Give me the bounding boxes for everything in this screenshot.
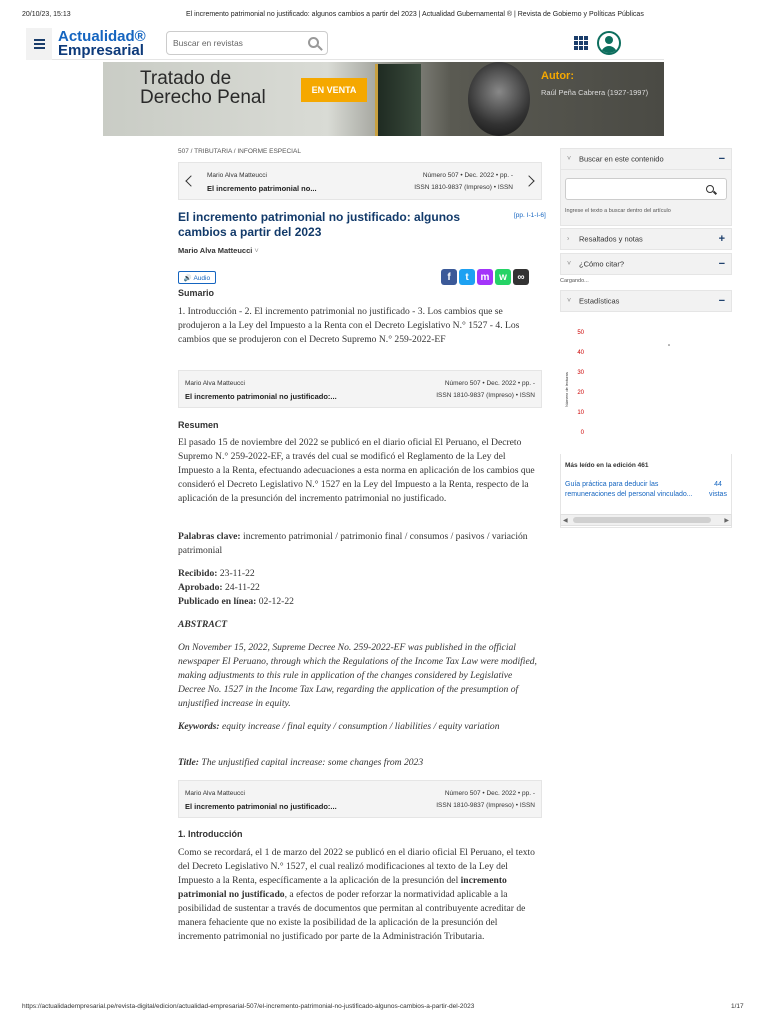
- ref-title[interactable]: El incremento patrimonial no justificado:...: [185, 392, 337, 401]
- footer-page-number: 1/17: [731, 1003, 744, 1010]
- ref2-issn: ISSN 1810-9837 (Impreso) • ISSN: [436, 802, 535, 809]
- search-icon[interactable]: [308, 37, 319, 48]
- sidebar-search-input[interactable]: [565, 178, 727, 200]
- book-image: [375, 64, 421, 136]
- banner-autor-name: Raúl Peña Cabrera (1927-1997): [541, 88, 649, 97]
- logo-line1: Actualidad®: [58, 28, 146, 45]
- share-buttons: [441, 269, 529, 285]
- stats-chart: [560, 312, 732, 454]
- ref2-author: Mario Alva Matteucci: [185, 790, 245, 797]
- article-nav-box: [178, 162, 542, 200]
- y-tick-label: 40: [577, 350, 584, 356]
- footer-url: https://actualidadempresarial.pe/revista-digital/edicion/actualidad-empresarial-507/el-incremento-patrimonial-no-justificado-algunos-cambios-a-partir-del-2023: [22, 1003, 475, 1010]
- banner-title: Tratado de Derecho Penal: [140, 68, 266, 108]
- nav-issn: ISSN 1810-9837 (Impreso) • ISSN: [414, 184, 513, 191]
- en-title: Title: The unjustified capital increase: some changes from 2023: [178, 757, 424, 768]
- sidebar-resaltados[interactable]: [560, 228, 732, 250]
- breadcrumb[interactable]: 507 / TRIBUTARIA / INFORME ESPECIAL: [178, 148, 301, 155]
- resumen-heading: Resumen: [178, 420, 219, 430]
- keywords: Palabras clave: incremento patrimonial / patrimonio final / consumos / pasivos / variación patrimonial: [178, 531, 528, 556]
- sidebar-citar-label: ¿Cómo citar?: [579, 259, 625, 269]
- apps-grid-icon[interactable]: [574, 36, 588, 50]
- ref-author: Mario Alva Matteucci: [185, 380, 245, 387]
- y-axis-label: Número de lecturas: [564, 372, 569, 407]
- article-title: El incremento patrimonial no justificado: algunos cambios a partir del 2023: [178, 210, 461, 239]
- audio-button[interactable]: 🔊 Audio: [178, 271, 216, 284]
- abstract-heading: ABSTRACT: [178, 619, 228, 630]
- article-ref-box-2: [178, 780, 542, 818]
- prev-article-icon[interactable]: [185, 175, 196, 186]
- sidebar-buscar-label: Buscar en este contenido: [579, 154, 664, 164]
- sidebar-estadisticas[interactable]: [560, 290, 732, 312]
- copy-link-icon[interactable]: ∞: [513, 269, 529, 285]
- sidebar-citar[interactable]: [560, 253, 732, 275]
- scroll-left-icon[interactable]: ◀: [563, 518, 568, 524]
- mas-leido-count: 44 vistas: [709, 481, 727, 498]
- site-logo[interactable]: [58, 30, 158, 58]
- expand-icon[interactable]: +: [718, 233, 725, 245]
- print-title: El incremento patrimonial no justificado: algunos cambios a partir del 2023 | Actualidad Gubernamental ® | Revista de Gobierno y Políticas Públicas: [186, 11, 644, 18]
- ref2-title[interactable]: El incremento patrimonial no justificado:...: [185, 802, 337, 811]
- article-ref-box: [178, 370, 542, 408]
- chevron-down-icon: ˅: [567, 260, 572, 268]
- recibido: Recibido: 23-11-22: [178, 568, 255, 579]
- search-input[interactable]: [173, 33, 303, 53]
- sidebar-estadisticas-label: Estadísticas: [579, 296, 620, 306]
- next-article-icon[interactable]: [523, 175, 534, 186]
- scroll-right-icon[interactable]: ▶: [724, 518, 729, 524]
- whatsapp-icon[interactable]: w: [495, 269, 511, 285]
- y-tick-label: 0: [580, 430, 584, 436]
- y-tick-label: 10: [577, 410, 584, 416]
- abstract-text: On November 15, 2022, Supreme Decree No. 259-2022-EF was published in the official newspaper El Peruano, through which the Regulations of the Income Tax Law were modified, making adjustments to this rule in application of the changes considered by Legislative Decree No. 1527 in the Income Tax Law, regarding the application of the presumption of unjustified increase in equity.: [178, 642, 537, 709]
- chevron-down-icon: ˅: [567, 297, 572, 305]
- resumen-text: El pasado 15 de noviembre del 2022 se publicó en el diario oficial El Peruano, el Decreto Supremo N.° 259-2022-EF, a través del cual se modificó el Reglamento de la Ley del Impuesto a la Renta, efectuando adecuaciones a esta norma en aplicación de los cambios que consideró el Decreto Legislativo N.° 1527 en la Ley del Impuesto a la Renta, respecto de la aplicación de la presunción del incremento patrimonial no justificado.: [178, 437, 535, 504]
- sidebar-search-hint: Ingrese el texto a buscar dentro del artículo: [565, 208, 671, 214]
- menu-button[interactable]: [26, 28, 52, 60]
- hamburger-icon: [34, 43, 45, 45]
- banner-autor-label: Autor:: [541, 70, 574, 82]
- twitter-icon[interactable]: t: [459, 269, 475, 285]
- search-icon[interactable]: [706, 185, 714, 193]
- intro-text: Como se recordará, el 1 de marzo del 2022 se publicó en el diario oficial El Peruano, el texto del Decreto Legislativo N.° 1527, el cual realizó modificaciones al texto de la Ley del Impuesto a la Renta, específicamente a la aplicación de la presunción del incremento patrimonial no justificado, a efectos de poder reforzar la normatividad aplicable a la posibilidad de sustentar a través de documentos que permitan al contribuyente acreditar de manera fehaciente que no existe la posibilidad de la aplicación de la presunción del incremento patrimonial no justificado por parte de la Administración Tributaria.: [178, 847, 535, 942]
- ref2-issue: Número 507 • Dec. 2022 • pp. -: [444, 790, 535, 797]
- banner-badge: EN VENTA: [301, 78, 367, 102]
- mas-leido-item[interactable]: Guía práctica para deducir las remuneraciones del personal vinculado...: [565, 481, 693, 498]
- print-date: 20/10/23, 15:13: [22, 11, 71, 18]
- chevron-down-icon: ˅: [567, 155, 572, 163]
- sidebar-buscar[interactable]: [560, 148, 732, 170]
- promo-banner[interactable]: [103, 62, 664, 136]
- nav-author: Mario Alva Matteucci: [207, 172, 267, 179]
- collapse-icon[interactable]: −: [718, 258, 725, 270]
- collapse-icon[interactable]: −: [718, 153, 725, 165]
- author-photo: [468, 62, 530, 136]
- sumario-heading: Sumario: [178, 288, 215, 298]
- ref-issn: ISSN 1810-9837 (Impreso) • ISSN: [436, 392, 535, 399]
- scroll-thumb[interactable]: [573, 517, 711, 523]
- intro-heading: 1. Introducción: [178, 829, 243, 839]
- site-topbar: [26, 28, 664, 60]
- y-tick-label: 50: [577, 330, 584, 336]
- en-keywords: Keywords: equity increase / final equity / consumption / liabilities / equity variation: [178, 721, 500, 732]
- logo-line2: Empresarial: [58, 42, 144, 59]
- horizontal-scrollbar[interactable]: [560, 514, 732, 526]
- collapse-icon[interactable]: −: [718, 295, 725, 307]
- article-pages: [pp. I-1-I-6]: [514, 212, 546, 219]
- article-author[interactable]: Mario Alva Matteucci ˅: [178, 246, 259, 255]
- mas-leido-heading: Más leído en la edición 461: [565, 462, 649, 469]
- sumario-text: 1. Introducción - 2. El incremento patrimonial no justificado - 3. Los cambios que se produjeron a la Ley del Impuesto a la Renta con el Decreto Legislativo N.° 1527 - 4. Los cambios que se produjeron con el Decreto Supremo N.° 259-2022-EF: [178, 306, 520, 345]
- sidebar-loading: Cargando...: [560, 278, 589, 284]
- user-account-icon[interactable]: [597, 31, 621, 55]
- messenger-icon[interactable]: m: [477, 269, 493, 285]
- search-box: [166, 31, 328, 55]
- facebook-icon[interactable]: f: [441, 269, 457, 285]
- y-tick-label: 20: [577, 390, 584, 396]
- chevron-right-icon: ›: [567, 235, 570, 243]
- print-header: [0, 11, 768, 21]
- sidebar-resaltados-label: Resaltados y notas: [579, 234, 643, 244]
- y-tick-label: 30: [577, 370, 584, 376]
- data-point: [668, 344, 670, 346]
- nav-issue: Número 507 • Dec. 2022 • pp. -: [422, 172, 513, 179]
- nav-title[interactable]: El incremento patrimonial no...: [207, 184, 317, 193]
- ref-issue: Número 507 • Dec. 2022 • pp. -: [444, 380, 535, 387]
- publicado: Publicado en línea: 02-12-22: [178, 596, 294, 607]
- aprobado: Aprobado: 24-11-22: [178, 582, 260, 593]
